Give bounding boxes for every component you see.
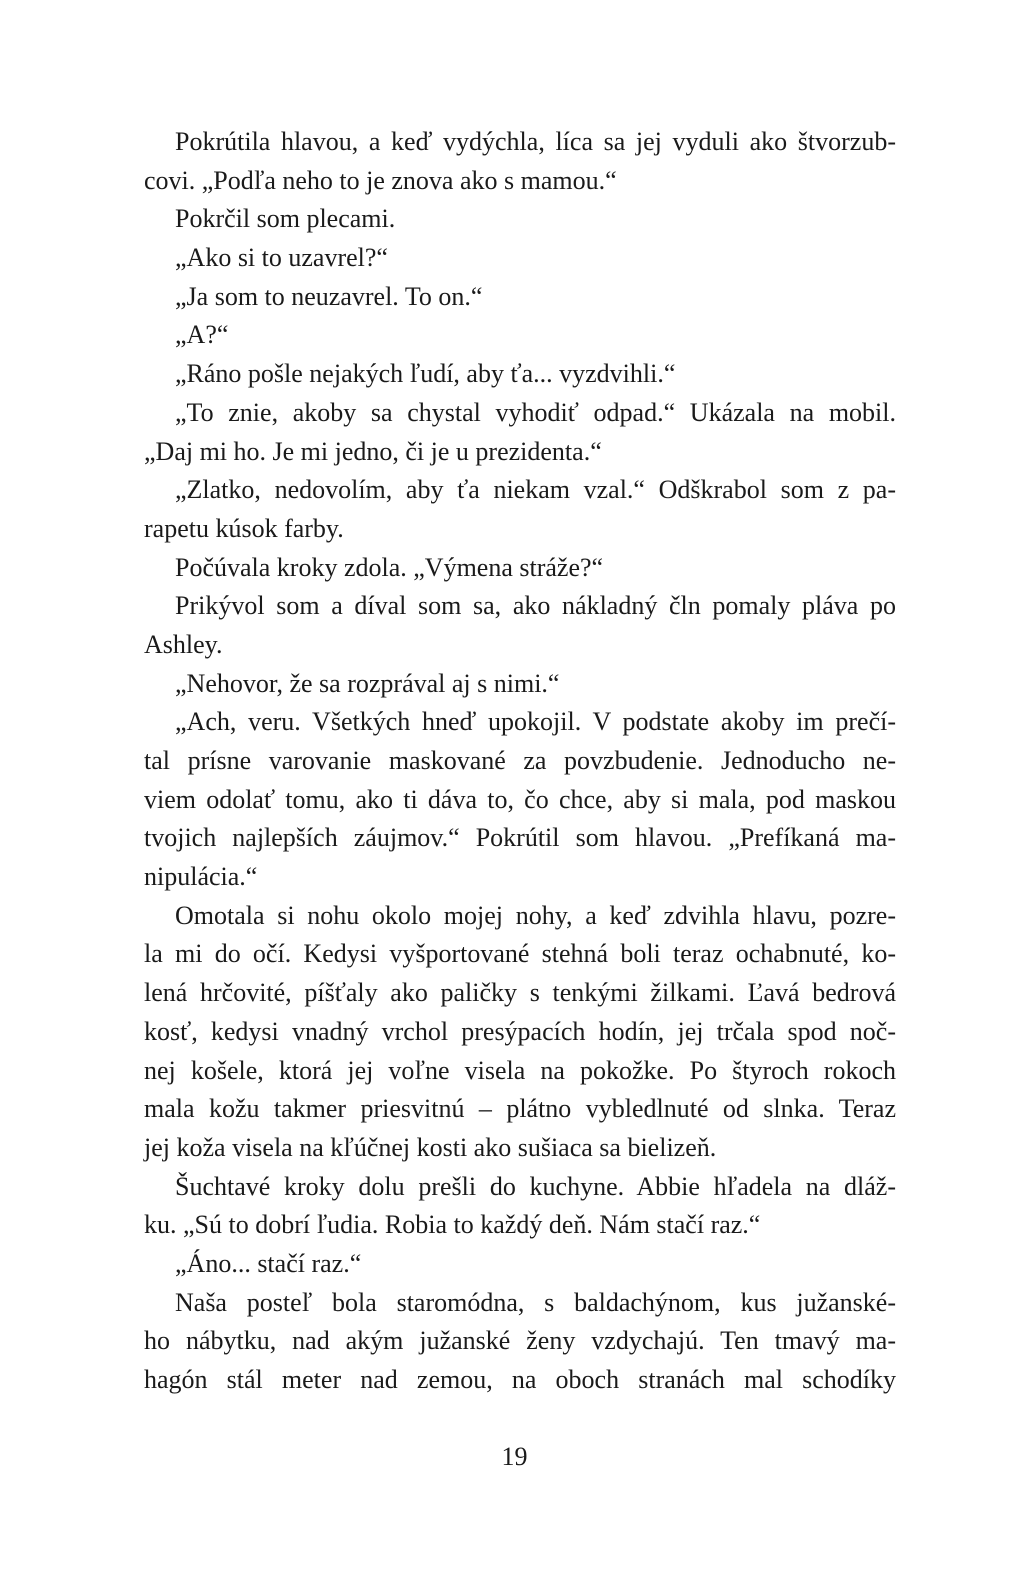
text-line: „Ako si to uzavrel?“ (175, 243, 388, 273)
text-line: nej košele, ktorá jej voľne visela na pokožke. Po štyroch rokoch (144, 1055, 896, 1085)
text-line: „Ja som to neuzavrel. To on.“ (175, 281, 483, 311)
body-text (144, 123, 896, 1400)
text-line: mala kožu takmer priesvitnú – plátno vybledlnuté od slnka. Teraz (144, 1094, 896, 1124)
text-line: jej koža visela na kľúčnej kosti ako sušiaca sa bielizeň. (144, 1132, 717, 1162)
text-line: Omotala si nohu okolo mojej nohy, a keď zdvihla hlavu, pozre- (175, 900, 896, 930)
page-number: 19 (501, 1442, 528, 1471)
text-line: kosť, kedysi vnadný vrchol presýpacích hodín, jej trčala spod noč- (144, 1016, 896, 1046)
text-line: hagón stál meter nad zemou, na oboch stranách mal schodíky (144, 1365, 896, 1394)
text-line: „Zlatko, nedovolím, aby ťa niekam vzal.“ Odškrabol som z pa- (175, 475, 896, 505)
text-line: lená hrčovité, píšťaly ako paličky s tenkými žilkami. Ľavá bedrová (144, 978, 896, 1008)
text-line: Šuchtavé kroky dolu prešli do kuchyne. Abbie hľadela na dláž- (175, 1171, 896, 1201)
text-line: „Ráno pošle nejakých ľudí, aby ťa... vyzdvihli.“ (175, 359, 676, 389)
text-line: ho nábytku, nad akým južanské ženy vzdychajú. Ten tmavý ma- (144, 1326, 896, 1356)
text-line: viem odolať tomu, ako ti dáva to, čo chce, aby si mala, pod maskou (144, 784, 896, 814)
text-line: „Nehovor, že sa rozprával aj s nimi.“ (175, 668, 560, 698)
text-line: „To znie, akoby sa chystal vyhodiť odpad.“ Ukázala na mobil. (175, 397, 896, 427)
text-line: Počúvala kroky zdola. „Výmena stráže?“ (175, 552, 604, 582)
text-line: „Áno... stačí raz.“ (175, 1248, 362, 1278)
text-line: „Daj mi ho. Je mi jedno, či je u prezidenta.“ (144, 436, 602, 466)
text-line: Prikývol som a díval som sa, ako nákladný čln pomaly pláva po (175, 591, 896, 621)
text-line: rapetu kúsok farby. (144, 513, 344, 543)
text-line: tvojich najlepších záujmov.“ Pokrútil som hlavou. „Prefíkaná ma- (144, 823, 896, 853)
text-line: „A?“ (175, 320, 229, 350)
text-line: covi. „Podľa neho to je znova ako s mamou.“ (144, 165, 617, 195)
text-line: la mi do očí. Kedysi vyšportované stehná boli teraz ochabnuté, ko- (144, 939, 896, 969)
text-line: Pokrčil som plecami. (175, 204, 396, 234)
text-line: Ashley. (144, 629, 223, 659)
text-line: Naša posteľ bola staromódna, s baldachýnom, kus južanské- (175, 1287, 896, 1317)
text-line: ku. „Sú to dobrí ľudia. Robia to každý deň. Nám stačí raz.“ (144, 1210, 761, 1240)
text-line: „Ach, veru. Všetkých hneď upokojil. V podstate akoby im prečí- (175, 707, 896, 737)
text-line: Pokrútila hlavou, a keď vydýchla, líca sa jej vyduli ako štvorzub- (175, 127, 896, 156)
text-line: nipulácia.“ (144, 862, 258, 892)
text-line: tal prísne varovanie maskované za povzbudenie. Jednoducho ne- (144, 746, 896, 775)
